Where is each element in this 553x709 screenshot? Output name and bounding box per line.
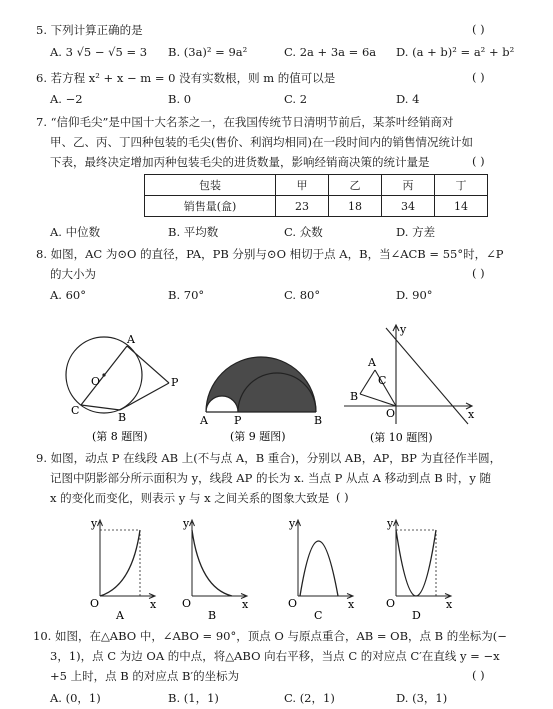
graph-label: A [116, 609, 124, 620]
figure-9-semicircles [196, 322, 326, 442]
q6-stem: 6. 若方程 x² + x − m = 0 没有实数根，则 m 的值可以是 [36, 71, 336, 85]
label-c: C [71, 404, 80, 417]
curve [192, 530, 232, 596]
graph-label: D [412, 609, 421, 620]
q9-line-1: 9. 如图，动点 P 在线段 AB 上(不与点 A，B 重合)，分别以 AB，AP，BP 为直径作半圆， [36, 451, 502, 465]
sales-table-header-row [145, 175, 488, 196]
q9-line-2: 记图中阴影部分所示面积为 y，线段 AP 的长为 x. 当点 P 从点 A 移动到点 B 时，y 随 [50, 471, 492, 485]
q7-option-a: A. 中位数 [50, 225, 101, 239]
q8-option-d: D. 90° [396, 288, 433, 302]
table-cell: 包装 [145, 175, 276, 196]
q8-answer-paren: ( ) [472, 266, 485, 280]
q6-option-a: A. −2 [50, 92, 83, 106]
q10-line-3: +5 上时，点 B 的对应点 B′的坐标为 [50, 669, 240, 683]
q5-answer-paren: ( ) [472, 22, 485, 36]
q6-answer-paren: ( ) [472, 70, 485, 84]
q8-option-a: A. 60° [50, 288, 86, 302]
label-o: O [91, 375, 101, 388]
curve [300, 541, 338, 596]
line-y-neg-x-plus-5 [386, 328, 468, 424]
figure-8-caption: (第 8 题图) [92, 430, 148, 442]
graph-option-d [382, 516, 454, 620]
q5-option-a: A. 3 √5 − √5 = 3 [50, 45, 148, 59]
q10-option-c: C. (2，1) [284, 691, 335, 705]
origin-label: O [386, 597, 396, 610]
table-cell: 18 [329, 196, 382, 217]
q9-answer-paren: ( ) [336, 490, 349, 504]
axis-label-x: x [150, 598, 157, 611]
label-b: B [350, 390, 359, 403]
table-cell: 乙 [329, 175, 382, 196]
axis-label-x: x [242, 598, 249, 611]
q7-line-3: 下表，最终决定增加丙种包装毛尖的进货数量，影响经销商决策的统计量是 [50, 155, 430, 169]
q10-option-b: B. (1，1) [168, 691, 219, 705]
q8-line-1: 8. 如图，AC 为⊙O 的直径，PA，PB 分别与⊙O 相切于点 A，B，当∠ACB = 55°时，∠P [36, 247, 504, 261]
q5-option-d: D. (a + b)² = a² + b² [396, 45, 515, 59]
axis-label-x: x [348, 598, 355, 611]
q10-line-2: 3，1)，点 C 为边 OA 的中点，将△ABO 向右平移，当点 C 的对应点 C′在直线 y = −x [50, 649, 500, 663]
graph-option-b [178, 516, 250, 620]
table-cell: 销售量(盒) [145, 196, 276, 217]
label-o: O [386, 407, 396, 420]
q7-line-2: 甲、乙、丙、丁四种包装的毛尖(售价、利润均相同)在一段时间内的销售情况统计如 [50, 135, 473, 149]
curve [100, 530, 140, 596]
tangent-pa [127, 346, 169, 383]
table-cell: 34 [382, 196, 435, 217]
q10-answer-paren: ( ) [472, 668, 485, 682]
graph-option-c [284, 516, 356, 620]
q10-option-a: A. (0，1) [50, 691, 101, 705]
origin-label: O [90, 597, 100, 610]
tangent-pb [120, 383, 169, 410]
label-x: x [468, 408, 475, 421]
q7-option-c: C. 众数 [284, 225, 323, 239]
q6-option-c: C. 2 [284, 92, 308, 106]
graph-label: B [208, 609, 217, 620]
curve [396, 530, 436, 596]
label-a: A [368, 356, 376, 369]
table-cell: 丙 [382, 175, 435, 196]
figure-9-caption: (第 9 题图) [230, 430, 286, 442]
axis-label-x: x [446, 598, 453, 611]
label-a: A [200, 414, 208, 427]
figure-10-coordinate [340, 320, 480, 444]
axis-label-y: y [387, 517, 394, 530]
label-p: P [234, 414, 242, 427]
q7-line-1: 7. “信仰毛尖”是中国十大名茶之一，在我国传统节日清明节前后，某茶叶经销商对 [36, 115, 454, 129]
graph-option-a [86, 516, 158, 620]
axis-label-y: y [289, 517, 296, 530]
table-cell: 23 [276, 196, 329, 217]
sales-table-data-row [145, 196, 488, 217]
q7-option-b: B. 平均数 [168, 225, 219, 239]
q6-option-d: D. 4 [396, 92, 420, 106]
q8-line-2: 的大小为 [50, 267, 96, 281]
q8-option-c: C. 80° [284, 288, 321, 302]
label-b: B [118, 411, 127, 424]
label-y: y [400, 323, 407, 336]
table-cell: 丁 [435, 175, 488, 196]
table-cell: 甲 [276, 175, 329, 196]
q7-option-d: D. 方差 [396, 225, 436, 239]
q8-option-b: B. 70° [168, 288, 205, 302]
axis-label-y: y [183, 517, 190, 530]
center-dot [102, 373, 105, 376]
q10-line-1: 10. 如图，在△ABO 中，∠ABO = 90°，顶点 O 与原点重合，AB = OB，点 B 的坐标为(− [33, 629, 507, 643]
figure-10-caption: (第 10 题图) [370, 431, 433, 444]
axis-label-y: y [91, 517, 98, 530]
label-p: P [171, 376, 179, 389]
q10-option-d: D. (3，1) [396, 691, 448, 705]
q5-stem: 5. 下列计算正确的是 [36, 23, 143, 37]
q7-answer-paren: ( ) [472, 154, 485, 168]
label-b: B [314, 414, 323, 427]
figure-8-circle-tangents [54, 322, 194, 442]
q6-option-b: B. 0 [168, 92, 192, 106]
q9-line-3: x 的变化而变化，则表示 y 与 x 之间关系的图象大致是 [50, 491, 330, 505]
sales-table [144, 174, 488, 217]
graph-label: C [314, 609, 323, 620]
shaded-region-top [206, 357, 316, 412]
origin-label: O [182, 597, 192, 610]
label-a: A [127, 333, 135, 346]
origin-label: O [288, 597, 298, 610]
q5-option-b: B. (3a)² = 9a² [168, 45, 248, 59]
segment-ab [360, 370, 375, 394]
label-c: C [378, 374, 387, 387]
table-cell: 14 [435, 196, 488, 217]
q5-option-c: C. 2a + 3a = 6a [284, 45, 377, 59]
